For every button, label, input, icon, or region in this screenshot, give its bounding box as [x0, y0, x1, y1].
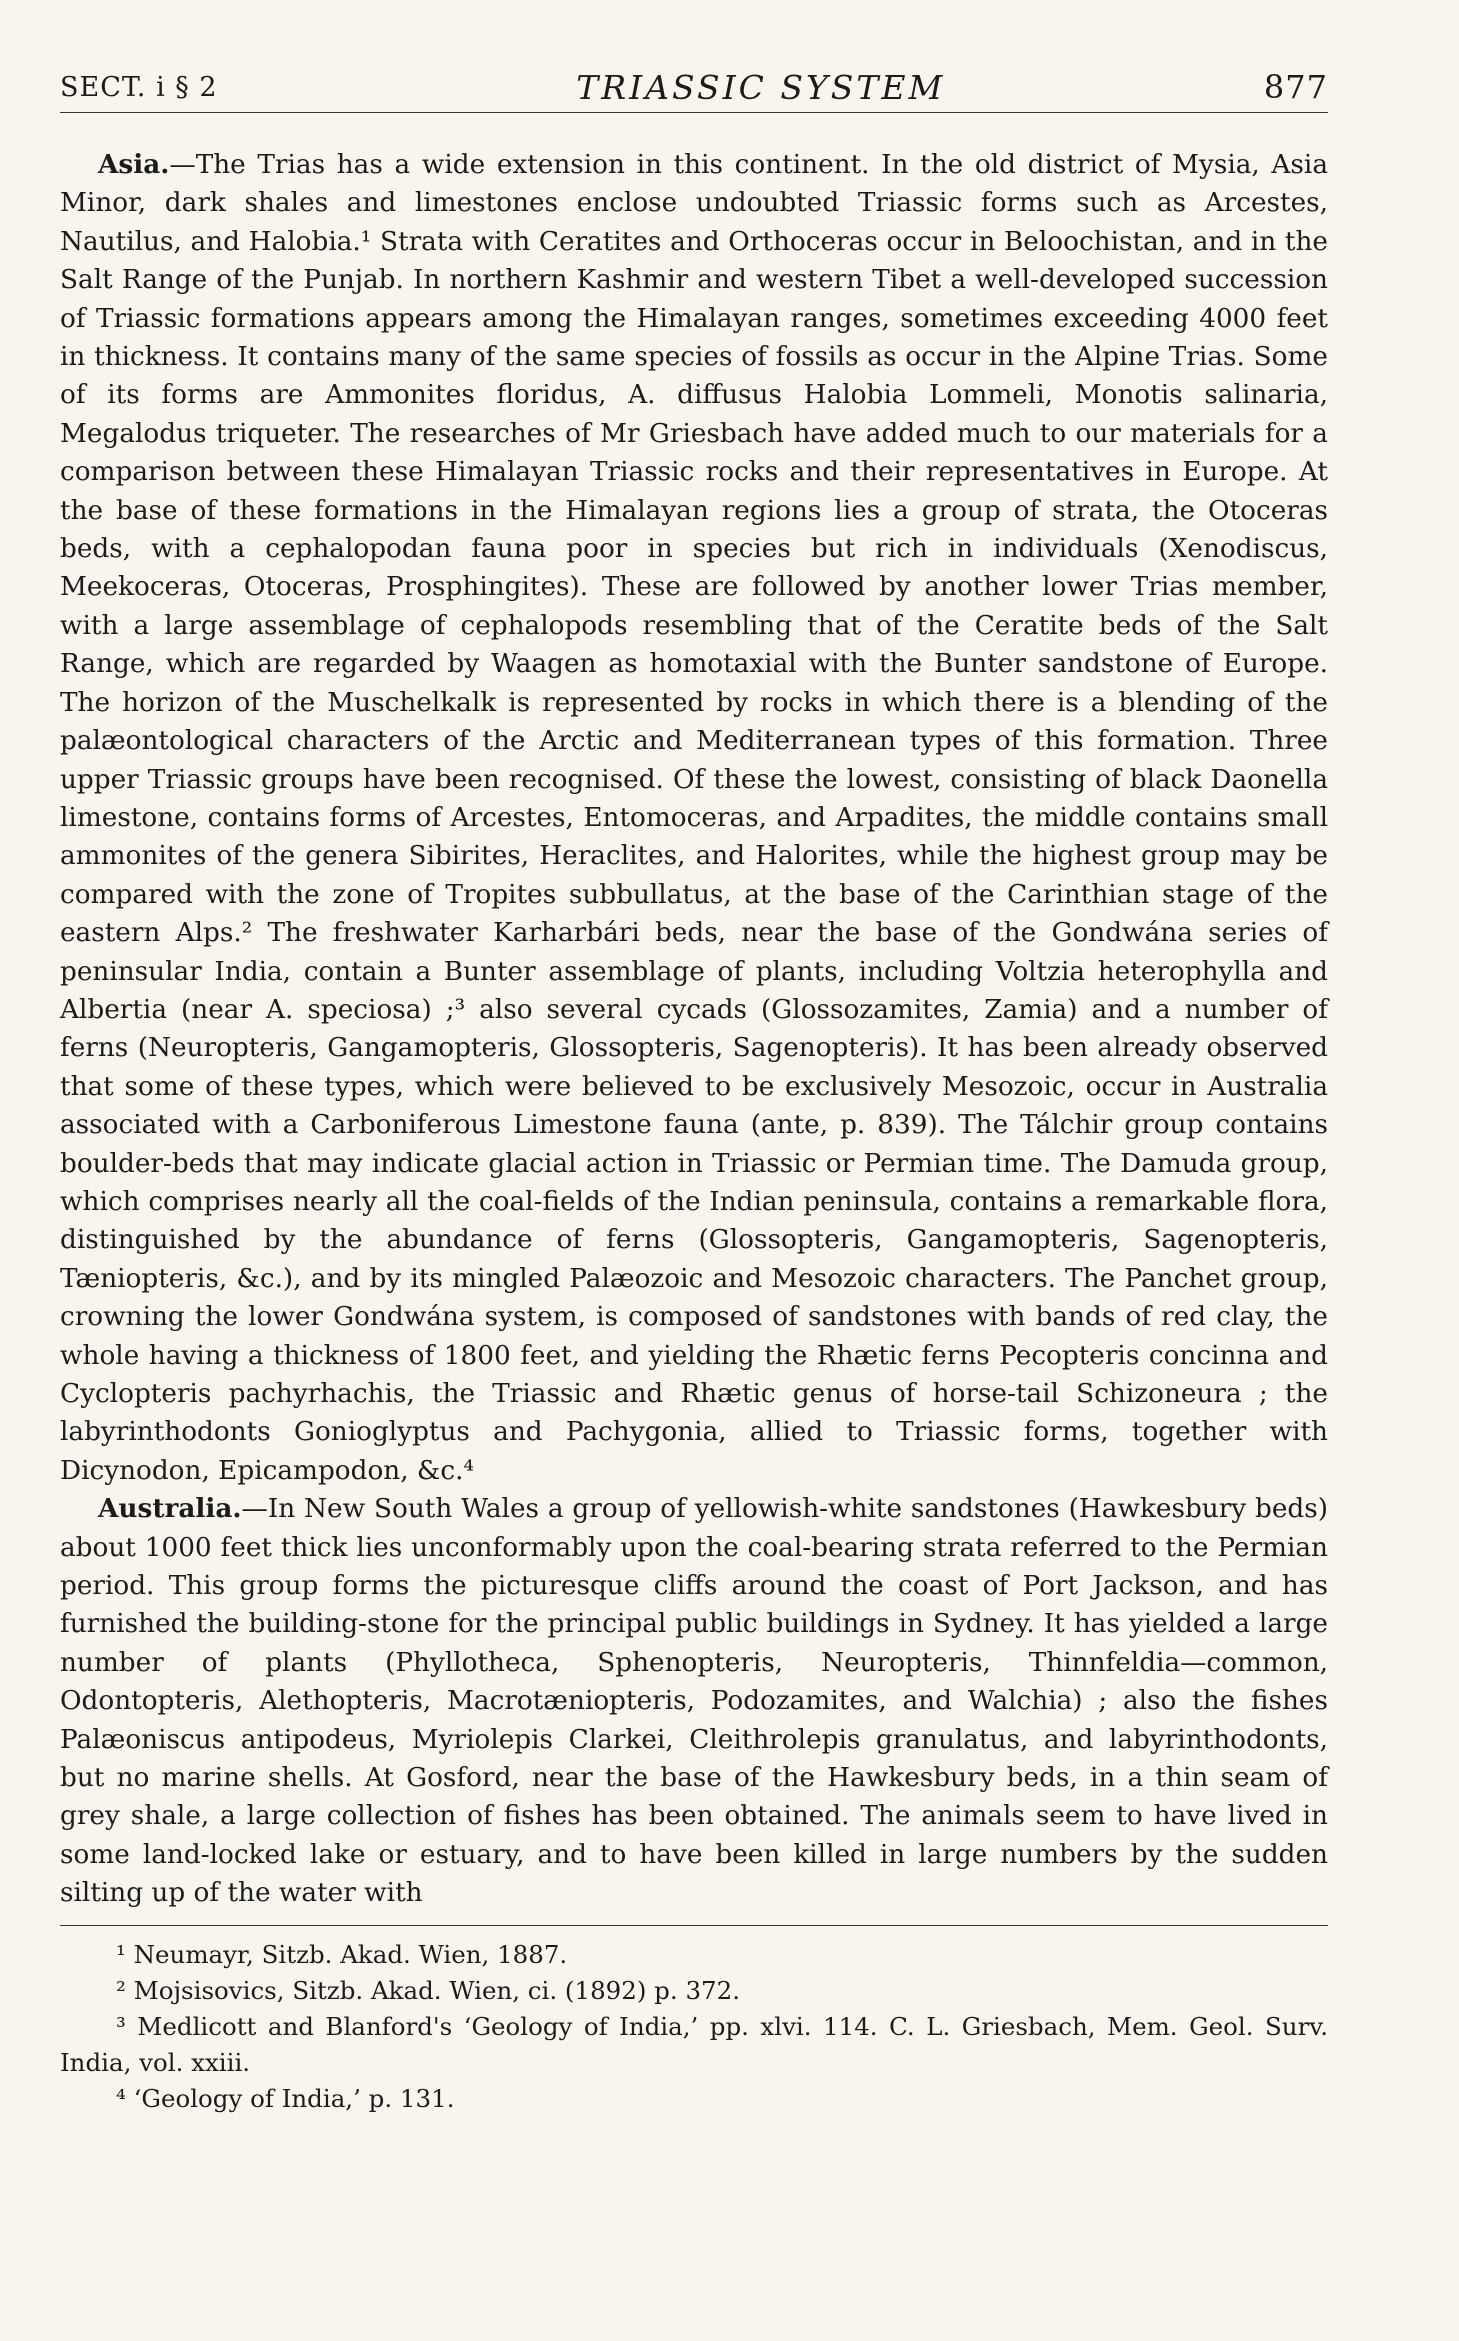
- running-title: TRIASSIC SYSTEM: [576, 67, 946, 107]
- section-reference: SECT. i § 2: [60, 71, 218, 103]
- footnote-2: ² Mojsisovics, Sitzb. Akad. Wien, ci. (1892) p. 372.: [116, 1976, 740, 2005]
- running-header: [60, 62, 1328, 113]
- main-text: [60, 146, 1328, 1913]
- footnote-1: ¹ Neumayr, Sitzb. Akad. Wien, 1887.: [116, 1940, 568, 1969]
- footnote-3: ³ Medlicott and Blanford's ‘Geology of India,’ pp. xlvi. 114. C. L. Griesbach, Mem. Geol. Surv. India, vol. xxiii.: [60, 2012, 1328, 2077]
- paragraph-australia: [60, 1490, 1328, 1912]
- heading-asia: Asia.: [98, 149, 170, 180]
- paragraph-asia: [60, 146, 1328, 1490]
- paragraph-australia-text: —In New South Wales a group of yellowish-white sandstones (Hawkesbury beds) about 1000 feet thick lies unconformably upon the coal-bearing strata referred to the Permian period. This group forms the picturesque cliffs around the coast of Port Jackson, and has furnished the building-stone for the principal public buildings in Sydney. It has yielded a large number of plants (Phyllotheca, Sphenopteris, Neuropteris, Thinnfeldia—common, Odontopteris, Alethopteris, Macrotæniopteris, Podozamites, and Walchia) ; also the fishes Palæoniscus antipodeus, Myriolepis Clarkei, Cleithrolepis granulatus, and labyrinthodonts, but no marine shells. At Gosford, near the base of the Hawkesbury beds, in a thin seam of grey shale, a large collection of fishes has been obtained. The animals seem to have lived in some land-locked lake or estuary, and to have been killed in large numbers by the sudden silting up of the water with: [60, 1494, 1328, 1909]
- heading-australia: Australia.: [98, 1493, 242, 1525]
- paragraph-asia-text: —The Trias has a wide extension in this continent. In the old district of Mysia, Asia Minor, dark shales and limestones enclose undoubted Triassic forms such as Arcestes, Nautilus, and Halobia.¹ Strata with Ceratites and Orthoceras occur in Beloochistan, and in the Salt Range of the Punjab. In northern Kashmir and western Tibet a well-developed succession of Triassic formations appears among the Himalayan ranges, sometimes exceeding 4000 feet in thickness. It contains many of the same species of fossils as occur in the Alpine Trias. Some of its forms are Ammonites floridus, A. diffusus Halobia Lommeli, Monotis salinaria, Megalodus triqueter. The researches of Mr Griesbach have added much to our materials for a comparison between these Himalayan Triassic rocks and their representatives in Europe. At the base of these formations in the Himalayan regions lies a group of strata, the Otoceras beds, with a cephalopodan fauna poor in species but rich in individuals (Xenodiscus, Meekoceras, Otoceras, Prosphingites). These are followed by another lower Trias member, with a large assemblage of cephalopods resembling that of the Ceratite beds of the Salt Range, which are regarded by Waagen as homotaxial with the Bunter sandstone of Europe. The horizon of the Muschelkalk is represented by rocks in which there is a blending of the palæontological characters of the Arctic and Mediterranean types of this formation. Three upper Triassic groups have been recognised. Of these the lowest, consisting of black Daonella limestone, contains forms of Arcestes, Entomoceras, and Arpadites, the middle contains small ammonites of the genera Sibirites, Heraclites, and Halorites, while the highest group may be compared with the zone of Tropites subbullatus, at the base of the Carinthian stage of the eastern Alps.² The freshwater Karharbári beds, near the base of the Gondwána series of peninsular India, contain a Bunter assemblage of plants, including Voltzia heterophylla and Albertia (near A. speciosa) ;³ also several cycads (Glossozamites, Zamia) and a number of ferns (Neuropteris, Gangamopteris, Glossopteris, Sagenopteris). It has been already observed that some of these types, which were believed to be exclusively Mesozoic, occur in Australia associated with a Carboniferous Limestone fauna (ante, p. 839). The Tálchir group contains boulder-beds that may indicate glacial action in Triassic or Permian time. The Damuda group, which comprises nearly all the coal-fields of the Indian peninsula, contains a remarkable flora, distinguished by the abundance of ferns (Glossopteris, Gangamopteris, Sagenopteris, Tæniopteris, &c.), and by its mingled Palæozoic and Mesozoic characters. The Panchet group, crowning the lower Gondwána system, is composed of sandstones with bands of red clay, the whole having a thickness of 1800 feet, and yielding the Rhætic ferns Pecopteris concinna and Cyclopteris pachyrhachis, the Triassic and Rhætic genus of horse-tail Schizoneura ; the labyrinthodonts Gonioglyptus and Pachygonia, allied to Triassic forms, together with Dicynodon, Epicampodon, &c.⁴: [60, 150, 1328, 1486]
- footnotes: [60, 1937, 1328, 2117]
- footnote-rule: [60, 1925, 1328, 1926]
- footnote-4: ⁴ ‘Geology of India,’ p. 131.: [116, 2084, 455, 2113]
- page-number: 877: [1263, 68, 1328, 106]
